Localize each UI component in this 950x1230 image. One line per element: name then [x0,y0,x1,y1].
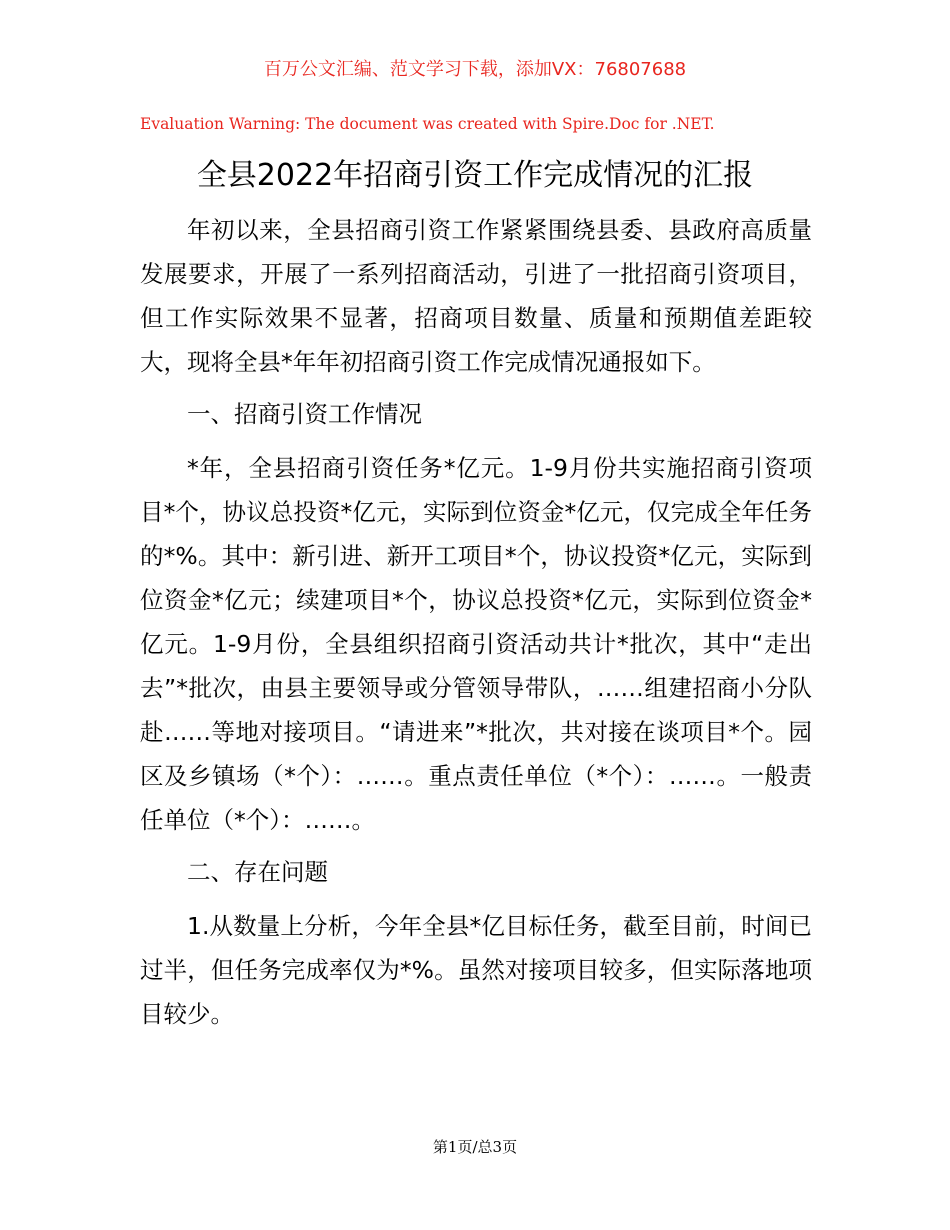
document-title: 全县2022年招商引资工作完成情况的汇报 [196,158,754,193]
header-promo-note: 百万公文汇编、范文学习下载，添加VX：76807688 [263,59,687,80]
document-body [140,208,812,1044]
page-number-footer: 第1页/总3页 [432,1138,518,1156]
section-heading-1: 一、招商引资工作情况 [187,400,422,428]
intro-paragraph: 年初以来，全县招商引资工作紧紧围绕县委、县政府高质量发展要求，开展了一系列招商活动，引进了一批招商引资项目，但工作实际效果不显著，招商项目数量、质量和预期值差距较大，现将全县*年年初招商引资工作完成情况通报如下。 [140,216,812,376]
section-heading-2: 二、存在问题 [187,858,328,886]
section-1-paragraph: *年，全县招商引资任务*亿元。1-9月份共实施招商引资项目*个，协议总投资*亿元，实际到位资金*亿元，仅完成全年任务的*%。其中：新引进、新开工项目*个，协议投资*亿元，实际到位资金*亿元；续建项目*个，协议总投资*亿元，实际到位资金*亿元。1-9月份，全县组织招商引资活动共计*批次，其中“走出去”*批次，由县主要领导或分管领导带队，……组建招商小分队赴……等地对接项目。“请进来”*批次，共对接在谈项目*个。园区及乡镇场（*个）：……。重点责任单位（*个）：……。一般责任单位（*个）：……。 [140,454,812,834]
section-2-paragraph: 1.从数量上分析，今年全县*亿目标任务，截至目前，时间已过半，但任务完成率仅为*%。虽然对接项目较多，但实际落地项目较少。 [140,912,812,1028]
evaluation-warning: Evaluation Warning: The document was created with Spire.Doc for .NET. [140,115,715,133]
